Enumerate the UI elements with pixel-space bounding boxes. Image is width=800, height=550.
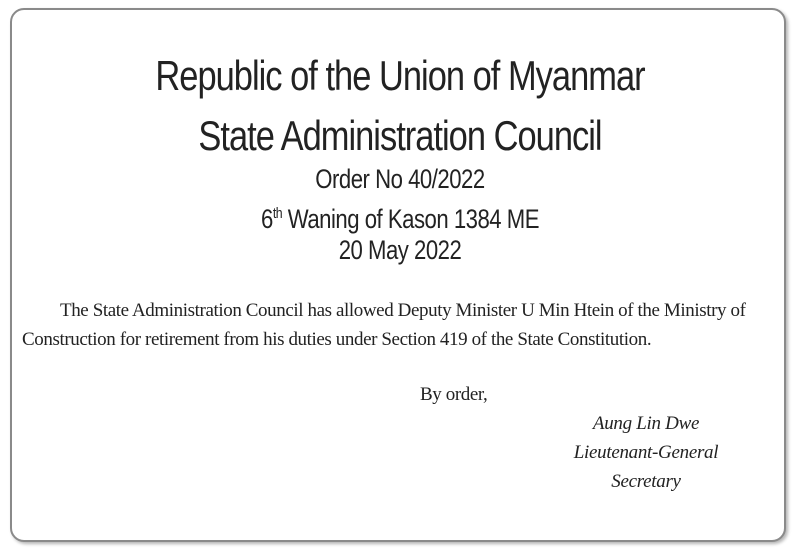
- signatory-title: Secretary: [611, 471, 681, 492]
- body-paragraph: [22, 296, 792, 354]
- closing-by-order: By order,: [420, 384, 488, 405]
- title-line-1: Republic of the Union of Myanmar: [155, 52, 645, 99]
- lunar-date-suffix: th: [272, 205, 283, 222]
- lunar-date: [72, 198, 728, 235]
- gregorian-date: 20 May 2022: [338, 235, 462, 265]
- signatory-rank: Lieutenant-General: [573, 442, 719, 463]
- body-paragraph-text: The State Administration Council has allowed Deputy Minister U Min Htein of the Ministry of Construction for retirement from his duties under Section 419 of the State Constitution.: [22, 300, 746, 350]
- lunar-date-rest: Waning of Kason 1384 ME: [282, 204, 540, 234]
- title-line-2: State Administration Council: [198, 112, 602, 159]
- lunar-date-day: 6: [260, 204, 273, 234]
- order-number: Order No 40/2022: [315, 164, 485, 194]
- signatory-name: Aung Lin Dwe: [592, 413, 700, 434]
